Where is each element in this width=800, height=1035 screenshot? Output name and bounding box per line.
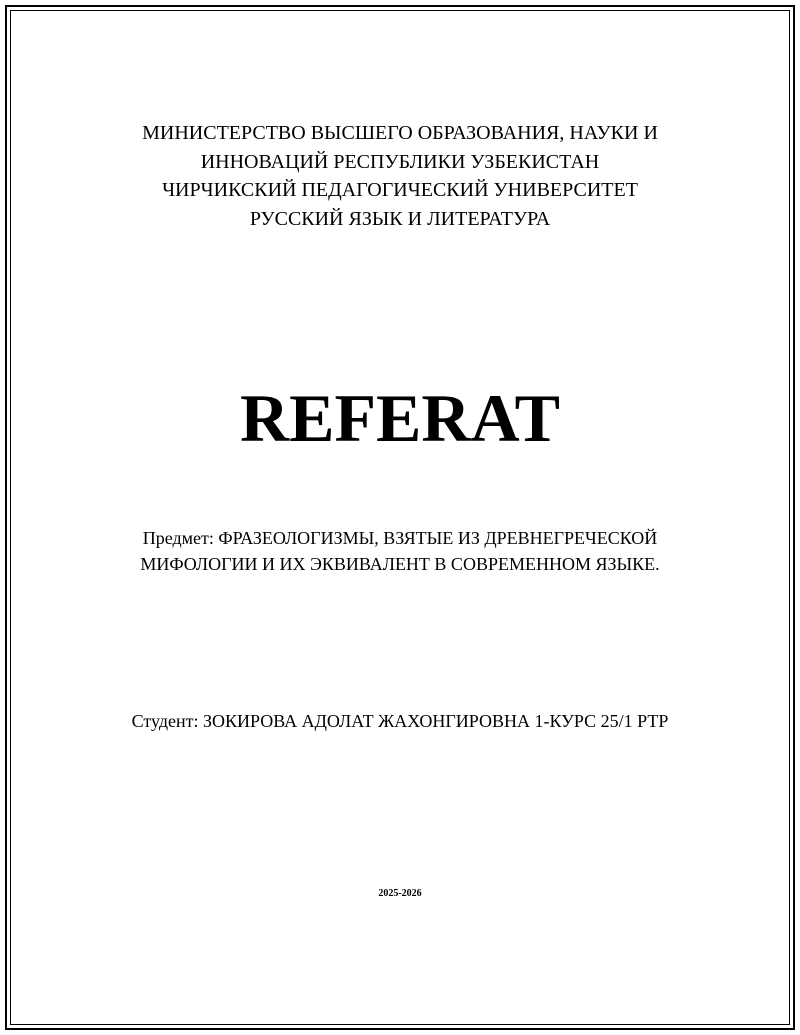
header-line-university: ЧИРЧИКСКИЙ ПЕДАГОГИЧЕСКИЙ УНИВЕРСИТЕТ <box>162 179 638 201</box>
header-line-department: РУССКИЙ ЯЗЫК И ЛИТЕРАТУРА <box>249 207 551 230</box>
header-line-republic: ИННОВАЦИЙ РЕСПУБЛИКИ УЗБЕКИСТАН <box>200 150 600 173</box>
document-title: REFERAT <box>240 380 560 456</box>
subject-block <box>0 526 800 577</box>
institution-header <box>0 119 800 233</box>
student-info: Студент: ЗОКИРОВА АДОЛАТ ЖАХОНГИРОВНА 1-КУРС 25/1 РТР <box>131 711 669 731</box>
academic-year: 2025-2026 <box>378 888 422 899</box>
header-line-ministry: МИНИСТЕРСТВО ВЫСШЕГО ОБРАЗОВАНИЯ, НАУКИ И <box>142 122 658 144</box>
subject-line-1: Предмет: ФРАЗЕОЛОГИЗМЫ, ВЗЯТЫЕ ИЗ ДРЕВНЕГРЕЧЕСКОЙ <box>142 528 658 548</box>
subject-line-2: МИФОЛОГИИ И ИХ ЭКВИВАЛЕНТ В СОВРЕМЕННОМ ЯЗЫКЕ. <box>140 553 660 574</box>
